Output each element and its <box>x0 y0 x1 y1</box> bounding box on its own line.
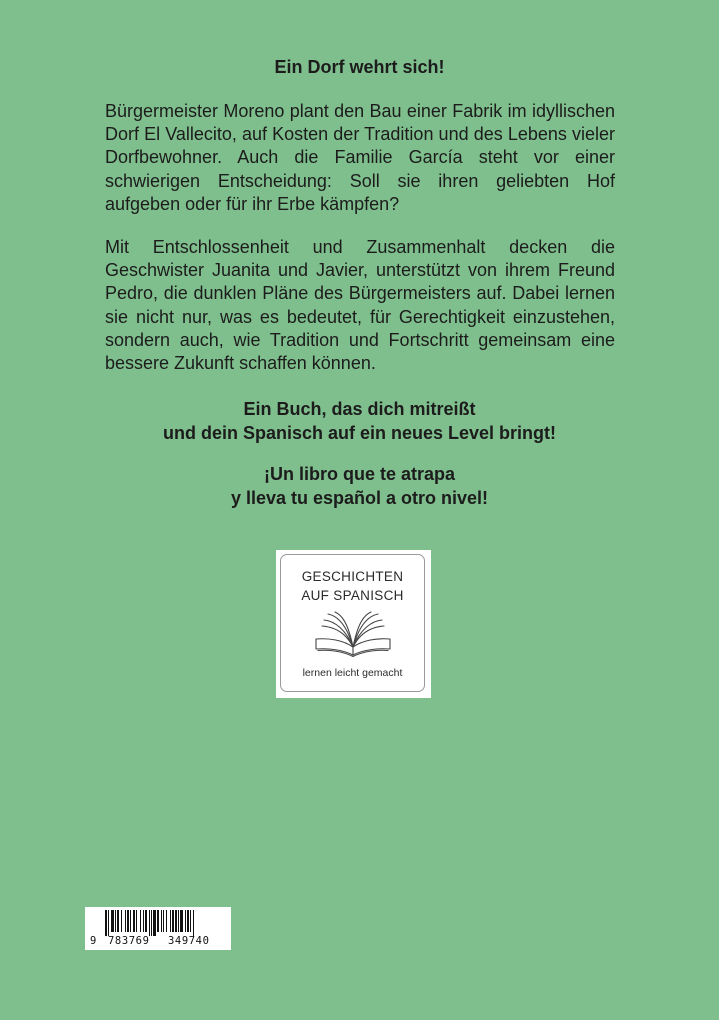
barcode-bar <box>108 910 109 936</box>
slogan-german <box>0 397 719 445</box>
barcode-bar <box>163 910 164 932</box>
back-cover-title: Ein Dorf wehrt sich! <box>274 57 445 77</box>
slogan-spanish <box>0 462 719 510</box>
logo-title-line-1: GESCHICHTEN <box>301 569 404 584</box>
barcode-bar <box>133 910 135 932</box>
barcode-bar <box>166 910 167 932</box>
barcode-bar <box>115 910 116 932</box>
publisher-logo <box>276 550 431 698</box>
slogan-german-line-1: Ein Buch, das dich mitreißt <box>243 399 476 419</box>
barcode-bar <box>161 910 162 932</box>
barcode-bar <box>136 910 137 932</box>
barcode-bar <box>190 910 191 932</box>
barcode-bar <box>178 910 179 932</box>
barcode-bar <box>143 910 144 932</box>
barcode-bar <box>105 910 107 936</box>
barcode-bar <box>153 910 156 936</box>
barcode-prefix-digit: 9 <box>90 935 97 947</box>
barcode-bar <box>151 910 152 936</box>
slogan-german-line-2: und dein Spanisch auf ein neues Level bringt! <box>162 423 557 443</box>
barcode-bar <box>187 910 189 932</box>
barcode-bar <box>149 910 150 936</box>
slogan-spanish-line-1: ¡Un libro que te atrapa <box>263 464 456 484</box>
logo-title-line-2: AUF SPANISCH <box>301 588 404 603</box>
barcode-bar <box>193 910 194 936</box>
isbn-barcode <box>85 907 231 950</box>
barcode-bar <box>117 910 119 932</box>
barcode-bar <box>175 910 177 932</box>
slogan-spanish-line-2: y lleva tu español a otro nivel! <box>230 488 489 508</box>
barcode-bar <box>170 910 171 932</box>
open-book-icon <box>313 611 393 657</box>
barcode-bar <box>125 910 126 932</box>
blurb-paragraph-1: Bürgermeister Moreno plant den Bau einer Fabrik im idyllischen Dorf El Vallecito, auf Kosten der Tradition und des Lebens vieler Dorfbewohner. Auch die Familie García steht vor einer schwierigen Entscheidung: Soll sie ihren geliebten Hof aufgeben oder für ihr Erbe kämpfen? <box>105 101 615 214</box>
barcode-bar <box>145 910 147 932</box>
barcode-bar <box>157 910 159 932</box>
barcode-bar <box>180 910 183 932</box>
barcode-bar <box>111 910 114 932</box>
barcode-digits-right: 349740 <box>168 935 210 947</box>
barcode-bar <box>127 910 129 932</box>
barcode-bar <box>185 910 186 932</box>
barcode-digits-left: 783769 <box>108 935 150 947</box>
blurb-paragraph-2: Mit Entschlossenheit und Zusammenhalt decken die Geschwister Juanita und Javier, unterstützt von ihrem Freund Pedro, die dunklen Pläne des Bürgermeisters auf. Dabei lernen sie nicht nur, was es bedeutet, für Gerechtigkeit einzustehen, sondern auch, wie Tradition und Fortschritt gemeinsam eine bessere Zukunft schaffen können. <box>105 237 615 374</box>
barcode-bars <box>105 910 227 936</box>
publisher-logo-frame <box>280 554 425 692</box>
barcode-bar <box>172 910 174 932</box>
barcode-bar <box>130 910 131 932</box>
barcode-bar <box>121 910 122 932</box>
logo-tagline: lernen leicht gemacht <box>302 667 403 679</box>
barcode-bar <box>140 910 141 932</box>
